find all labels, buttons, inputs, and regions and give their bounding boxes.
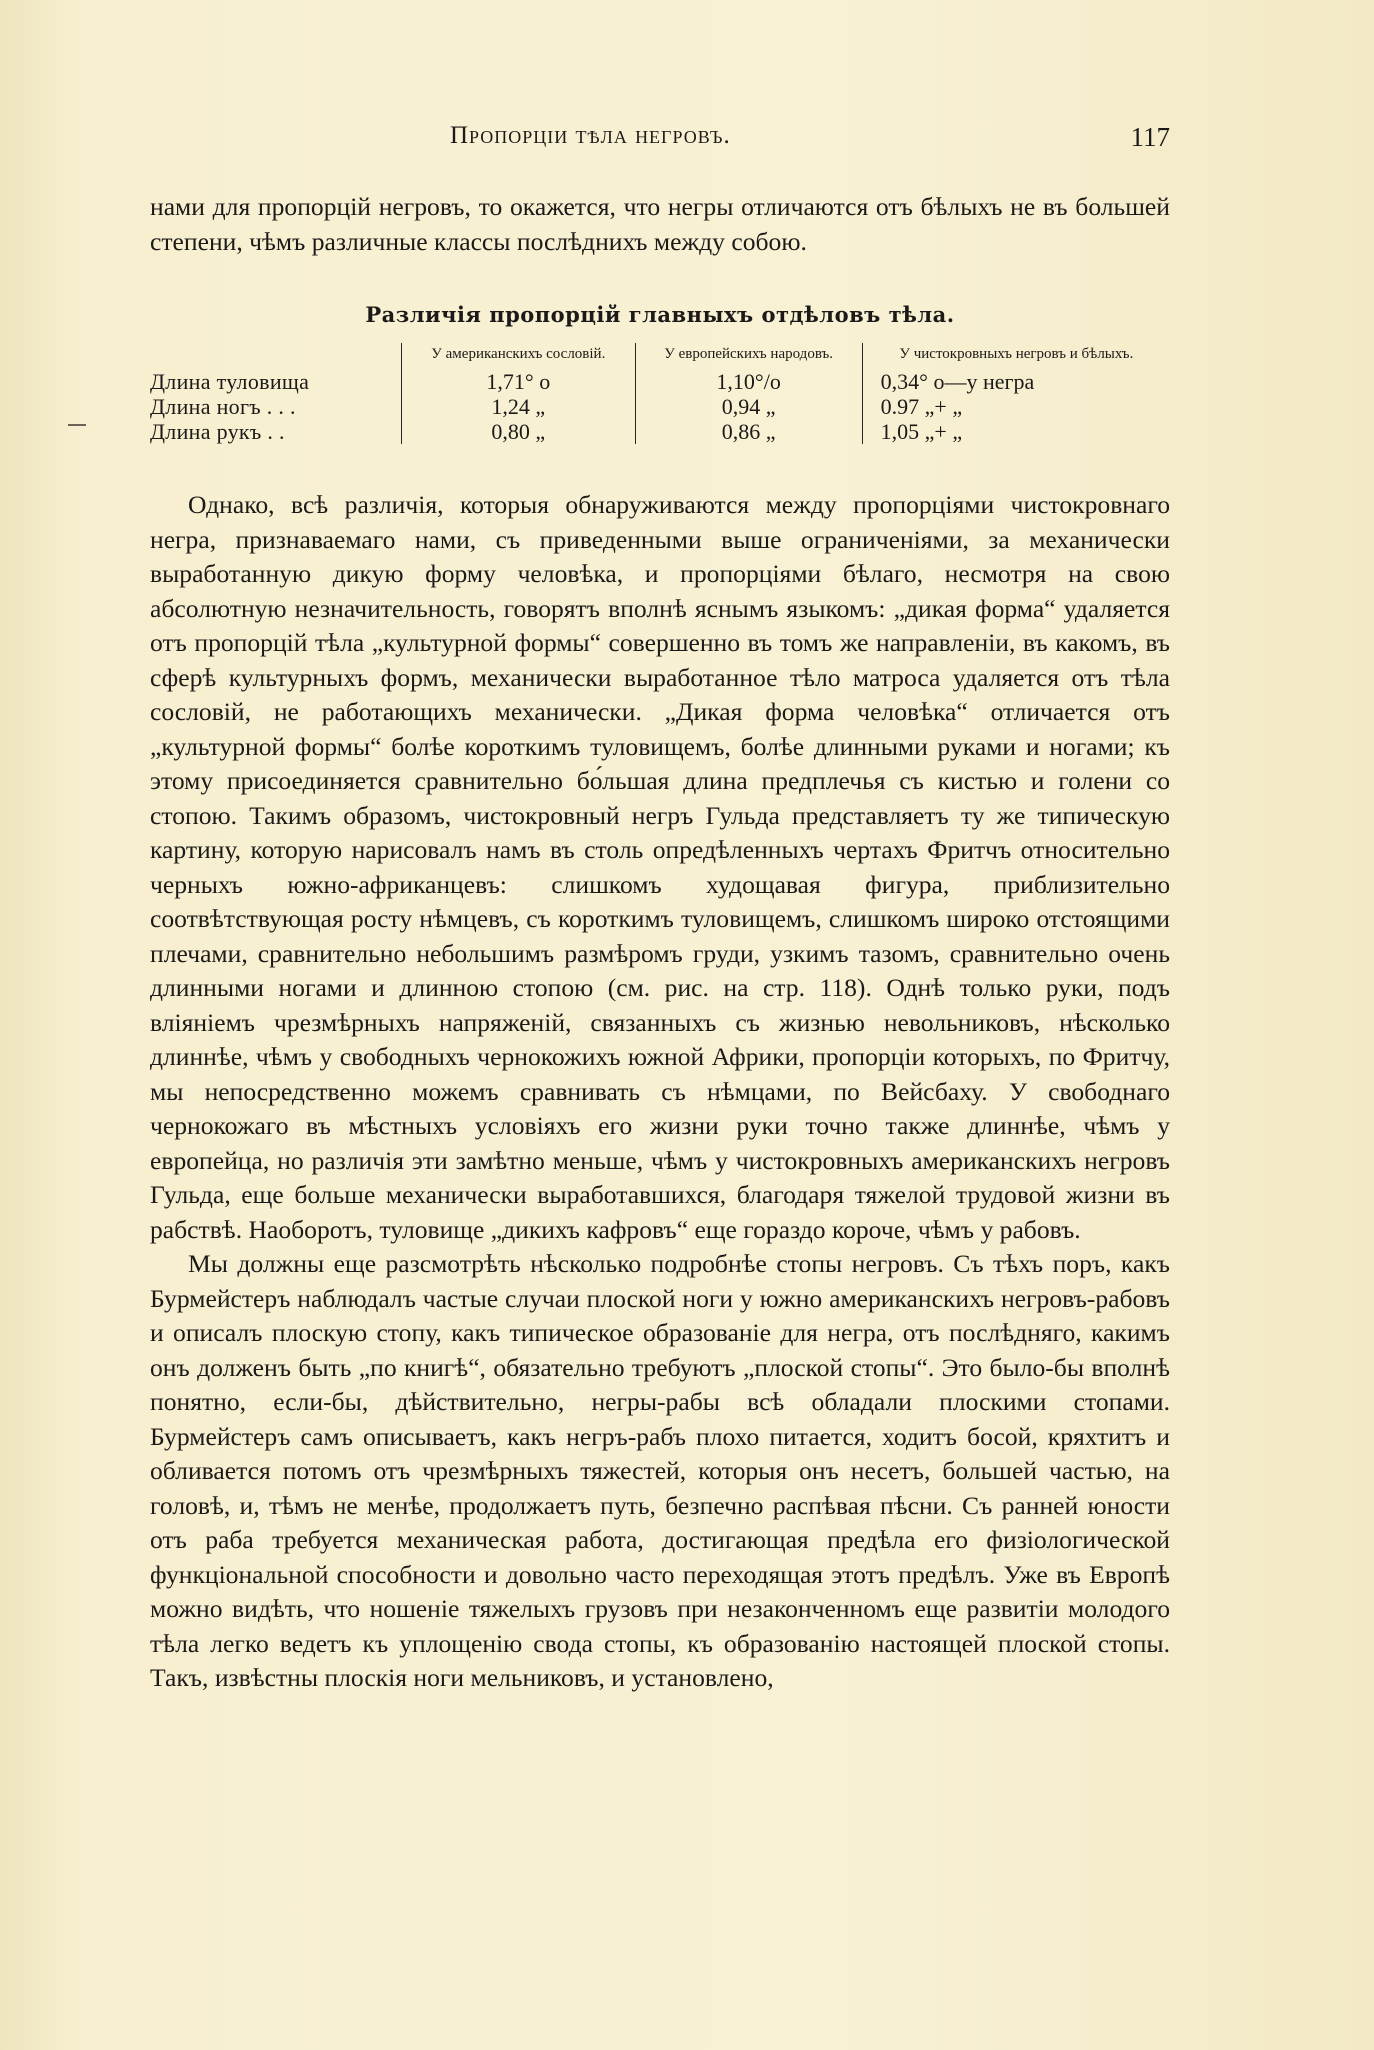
column-header-negro-white: У чистокровныхъ негровъ и бѣлыхъ. [862, 343, 1170, 369]
intro-text: нами для пропорцій негровъ, то окажется, что негры отличаются отъ бѣлыхъ не въ большей степени, чѣмъ различные классы послѣднихъ между собою. [150, 192, 1170, 256]
proportions-table [150, 343, 1170, 444]
table-cell: 0,34° о—у негра [862, 369, 1170, 394]
main-text [150, 488, 1170, 1696]
table-cell: 0,94 „ [635, 394, 862, 419]
table-cell: 0.97 „+ „ [862, 394, 1170, 419]
paragraph: Однако, всѣ различія, которыя обнаруживаются между пропорціями чистокровнаго негра, признаваемаго нами, съ приведенными выше ограниченіями, за механически выработанную дикую форму человѣка, и пропорціями бѣлаго, несмотря на свою абсолютную незначительность, говорятъ вполнѣ яснымъ языкомъ: „дикая форма“ удаляется отъ пропорцій тѣла „культурной формы“ совершенно въ томъ же направленіи, въ какомъ, въ сферѣ культурныхъ формъ, механически выработанное тѣло матроса удаляется отъ тѣла сословій, не работающихъ механически. „Дикая форма человѣка“ отличается отъ „культурной формы“ болѣе короткимъ туловищемъ, болѣе длинными руками и ногами; къ этому присоединяется сравнительно бо́льшая длина предплечья съ кистью и голени со стопою. Такимъ образомъ, чистокровный негръ Гульда представляетъ ту же типическую картину, которую нарисовалъ намъ въ столь опредѣленныхъ чертахъ Фритчъ относительно черныхъ южно-африканцевъ: слишкомъ худощавая фигура, приблизительно соотвѣтствующая росту нѣмцевъ, съ короткимъ туловищемъ, слишкомъ широко отстоящими плечами, сравнительно небольшимъ размѣромъ груди, узкимъ тазомъ, сравнительно очень длинными ногами и длинною стопою (см. рис. на стр. 118). Однѣ только руки, подъ вліяніемъ чрезмѣрныхъ напряженій, связанныхъ съ жизнью невольниковъ, нѣсколько длиннѣе, чѣмъ у свободныхъ чернокожихъ южной Африки, пропорціи которыхъ, по Фритчу, мы непосредственно можемъ сравнивать съ нѣмцами, по Вейсбаху. У свободнаго чернокожаго въ мѣстныхъ условіяхъ его жизни руки точно также длиннѣе, чѣмъ у европейца, но различія эти замѣтно меньше, чѣмъ у чистокровныхъ американскихъ негровъ Гульда, еще больше механически выработавшихся, благодаря тяжелой трудовой жизни въ рабствѣ. Наоборотъ, туловище „дикихъ кафровъ“ еще гораздо короче, чѣмъ у рабовъ. [150, 490, 1170, 1244]
row-label: Длина ногъ . . . [150, 394, 296, 419]
table-cell: 0,80 „ [402, 419, 636, 444]
column-header-european: У европейскихъ народовъ. [635, 343, 862, 369]
row-label: Длина рукъ . . [150, 419, 285, 444]
running-title: Пропорціи тѣла негровъ. [450, 122, 731, 149]
table-cell: 0,86 „ [635, 419, 862, 444]
page-header [150, 122, 1170, 158]
margin-mark [68, 424, 86, 426]
paragraph: Мы должны еще разсмотрѣть нѣсколько подробнѣе стопы негровъ. Съ тѣхъ поръ, какъ Бурмейстеръ наблюдалъ частые случаи плоской ноги у южно американскихъ негровъ-рабовъ и описалъ плоскую стопу, какъ типическое образованіе для негра, отъ послѣдняго, какимъ онъ долженъ быть „по книгѣ“, обязательно требуютъ „плоской стопы“. Это было-бы вполнѣ понятно, если-бы, дѣйствительно, негры-рабы всѣ обладали плоскими стопами. Бурмейстеръ самъ описываетъ, какъ негръ-рабъ плохо питается, ходитъ босой, кряхтитъ и обливается потомъ отъ чрезмѣрныхъ тяжестей, которыя онъ несетъ, большей частью, на головѣ, и, тѣмъ не менѣе, продолжаетъ путь, безпечно распѣвая пѣсни. Съ ранней юности отъ раба требуется механическая работа, достигающая предѣла его физіологической функціональной способности и довольно часто переходящая этотъ предѣлъ. Уже въ Европѣ можно видѣть, что ношеніе тяжелыхъ грузовъ при незаконченномъ еще развитіи молодого тѣла легко ведетъ къ уплощенію свода стопы, къ образованію настоящей плоской стопы. Такъ, извѣстны плоскія ноги мельниковъ, и установлено, [150, 1249, 1170, 1692]
table-cell: 1,24 „ [402, 394, 636, 419]
intro-paragraph [150, 190, 1170, 259]
table-header-row [150, 343, 1170, 369]
row-label: Длина туловища [150, 369, 310, 394]
table-cell: 1,71° о [402, 369, 636, 394]
table-title: Различія пропорцій главныхъ отдѣловъ тѣла. [365, 302, 955, 327]
table-row [150, 369, 1170, 394]
table-row [150, 394, 1170, 419]
table-header-blank [150, 343, 402, 369]
table-row [150, 419, 1170, 444]
column-header-american: У американскихъ сословій. [402, 343, 636, 369]
table-cell: 1,10°/о [635, 369, 862, 394]
page-number: 117 [1130, 122, 1170, 152]
table-cell: 1,05 „+ „ [862, 419, 1170, 444]
